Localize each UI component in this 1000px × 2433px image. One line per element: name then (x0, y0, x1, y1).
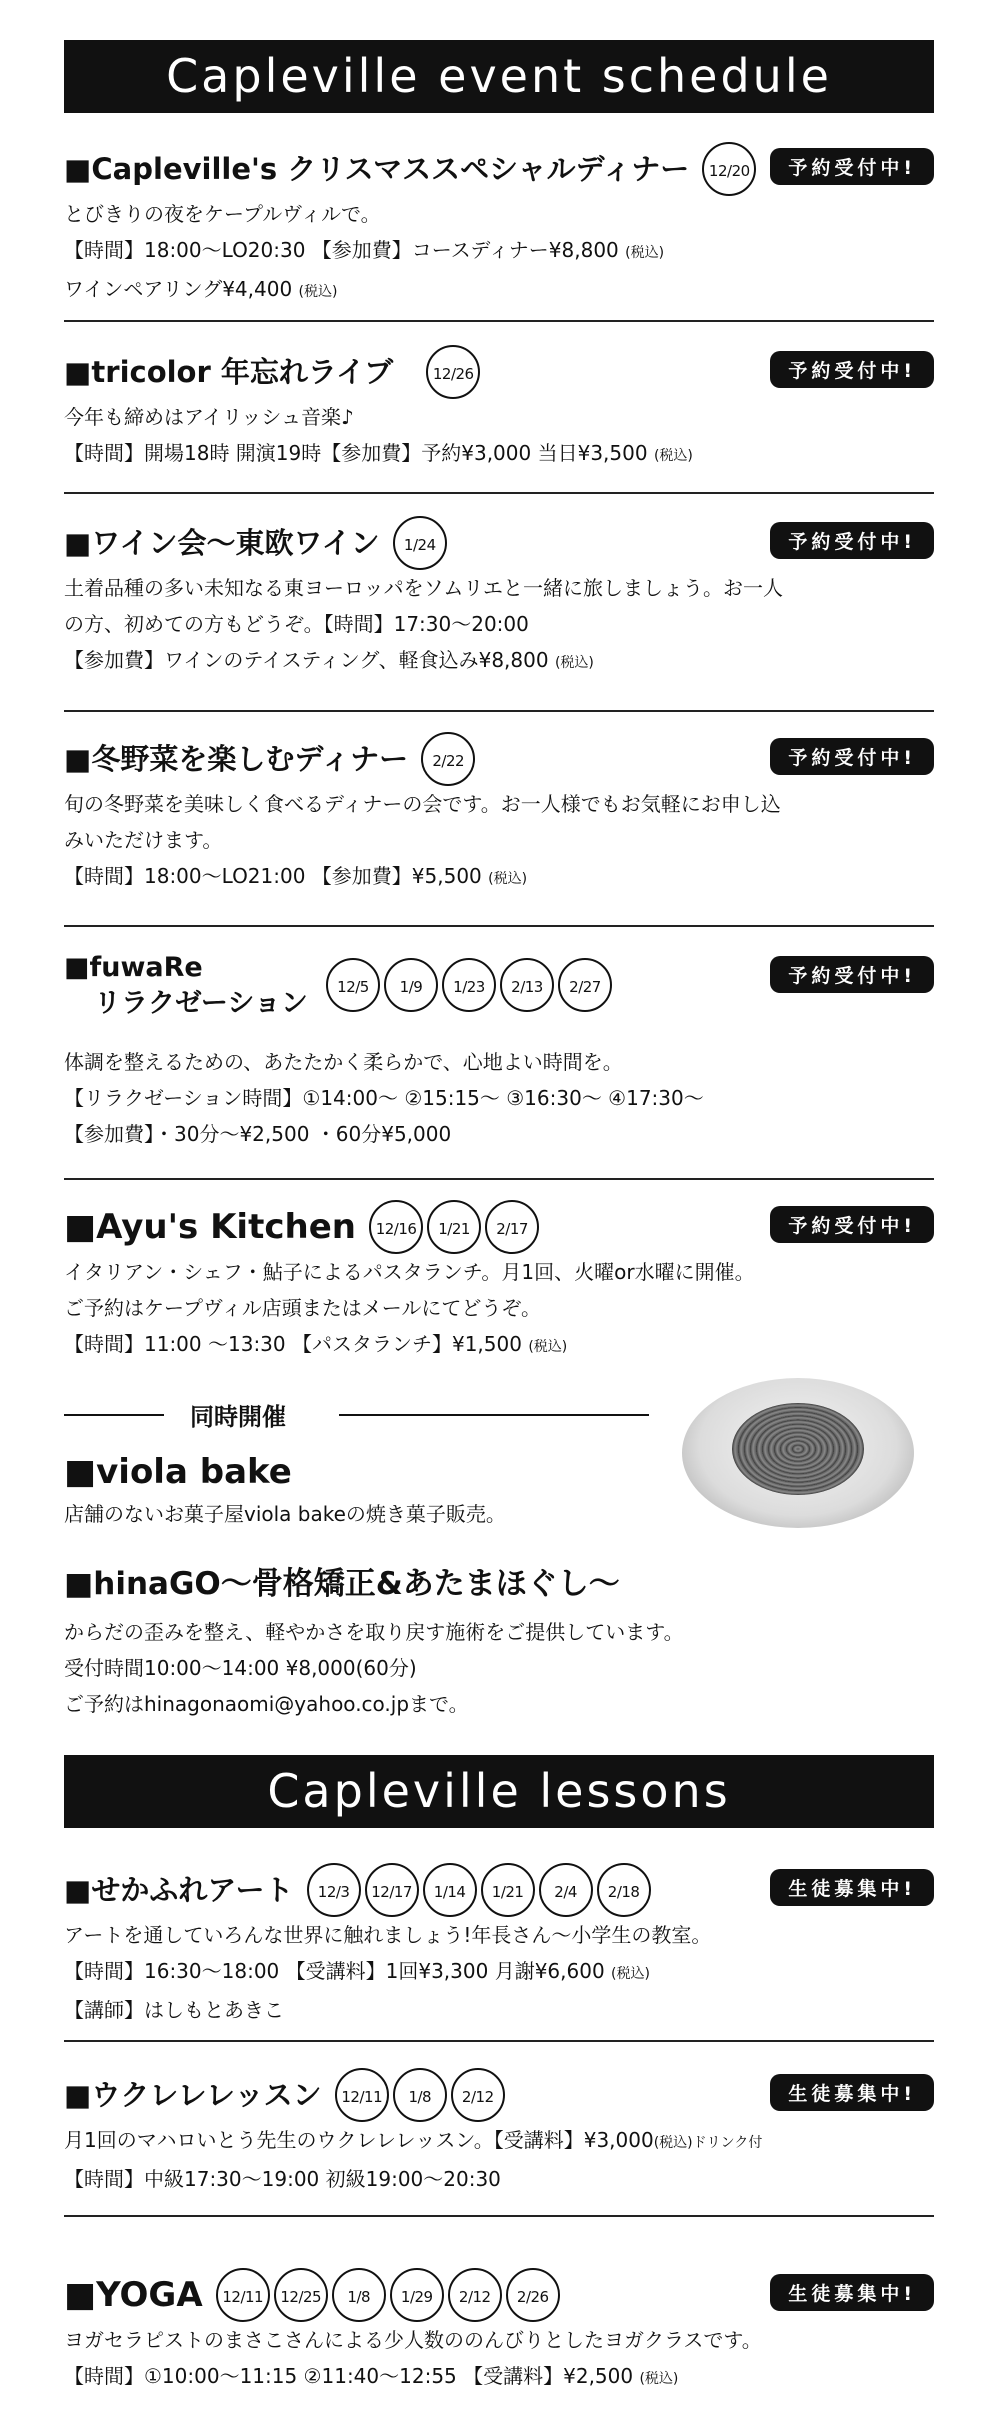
date-circle: 2/18 (597, 1863, 651, 1917)
tax-note: (税込) (611, 1966, 650, 1982)
lesson-line: 【時間】①10:00〜11:15 ②11:40〜12:55 【受講料】¥2,500 (64, 2364, 634, 2388)
tax-note: (税込) (554, 655, 594, 671)
lesson-line: 【講師】はしもとあきこ (64, 1998, 284, 2022)
event-ayus-kitchen (64, 1200, 934, 1365)
date-circle: 1/21 (427, 1200, 481, 1254)
tax-note: (税込) (653, 2135, 693, 2151)
extra-hinago (64, 1560, 934, 1722)
date-circle: 1/23 (442, 958, 496, 1012)
events-banner: Capleville event schedule (64, 40, 934, 113)
date-circle: 2/26 (506, 2268, 560, 2322)
lesson-sekafure-art (64, 1863, 934, 2028)
event-fuware-relaxation (64, 950, 934, 1152)
extra-line: からだの歪みを整え、軽やかさを取り戻す施術をご提供しています。 (64, 1620, 684, 1644)
event-line: とびきりの夜をケープルヴィルで。 (64, 202, 381, 226)
date-circle: 2/27 (558, 958, 612, 1012)
event-line: 今年も締めはアイリッシュ音楽♪ (64, 405, 354, 429)
tax-note: (税込) (625, 245, 665, 261)
tax-note: (税込) (528, 1339, 568, 1355)
enrollment-badge: 生徒募集中! (770, 2074, 934, 2111)
event-title: ■Capleville's クリスマススペシャルディナー (64, 152, 690, 186)
date-circle: 12/5 (326, 958, 380, 1012)
divider (64, 492, 934, 494)
extra-line: 受付時間10:00〜14:00 ¥8,000(60分) (64, 1656, 417, 1680)
date-circle: 12/11 (216, 2268, 270, 2322)
event-line: 【リラクゼーション時間】①14:00〜 ②15:15〜 ③16:30〜 ④17:30〜 (64, 1086, 704, 1110)
date-circle: 1/21 (481, 1863, 535, 1917)
lesson-line: 月1回のマハロいとう先生のウクレレレッスン。【受講料】¥3,000 (64, 2128, 654, 2152)
lesson-ukulele (64, 2068, 934, 2197)
lesson-line: アートを通していろんな世界に触れましょう!年長さん〜小学生の教室。 (64, 1923, 712, 1947)
divider (64, 710, 934, 712)
date-circle: 12/25 (274, 2268, 328, 2322)
lesson-title: ■YOGA (64, 2275, 203, 2315)
reservation-badge: 予約受付中! (770, 148, 934, 185)
extra-viola-bake (64, 1448, 664, 1532)
divider (64, 320, 934, 322)
event-wine-tasting (64, 516, 934, 681)
date-circle: 1/29 (390, 2268, 444, 2322)
extra-line: 店舗のないお菓子屋viola bakeの焼き菓子販売。 (64, 1502, 506, 1526)
reservation-badge: 予約受付中! (770, 738, 934, 775)
event-title: ■ワイン会〜東欧ワイン (64, 526, 380, 560)
event-line: 旬の冬野菜を美味しく食べるディナーの会です。お一人様でもお気軽にお申し込 (64, 792, 781, 816)
drink-note: ドリンク付 (692, 2135, 763, 2151)
date-circle: 1/9 (384, 958, 438, 1012)
enrollment-badge: 生徒募集中! (770, 1869, 934, 1906)
event-title: ■冬野菜を楽しむディナー (64, 742, 409, 776)
date-circle: 12/16 (369, 1200, 423, 1254)
date-circle: 12/17 (365, 1863, 419, 1917)
reservation-badge: 予約受付中! (770, 522, 934, 559)
lesson-line: 【時間】16:30〜18:00 【受講料】1回¥3,300 月謝¥6,600 (64, 1959, 605, 1983)
lesson-title: ■ウクレレレッスン (64, 2078, 322, 2112)
lesson-line: 【時間】中級17:30〜19:00 初級19:00〜20:30 (64, 2167, 501, 2191)
divider (64, 2215, 934, 2217)
pasta-plate-image (682, 1378, 914, 1528)
event-line: 【時間】18:00〜LO21:00 【参加費】¥5,500 (64, 864, 482, 888)
lesson-line: ヨガセラピストのまさこさんによる少人数ののんびりとしたヨガクラスです。 (64, 2328, 762, 2352)
date-circle: 2/13 (500, 958, 554, 1012)
reservation-badge: 予約受付中! (770, 956, 934, 993)
date-circle: 12/3 (307, 1863, 361, 1917)
date-circle: 2/12 (448, 2268, 502, 2322)
event-line: 土着品種の多い未知なる東ヨーロッパをソムリエと一緒に旅しましょう。お一人 (64, 576, 783, 600)
divider (64, 2040, 934, 2042)
date-circle: 1/14 (423, 1863, 477, 1917)
event-tricolor-live (64, 345, 934, 474)
tax-note: (税込) (653, 448, 693, 464)
event-line: 【時間】開場18時 開演19時【参加費】予約¥3,000 当日¥3,500 (64, 441, 648, 465)
lessons-banner: Capleville lessons (64, 1755, 934, 1828)
date-circle: 1/8 (332, 2268, 386, 2322)
reservation-badge: 予約受付中! (770, 351, 934, 388)
event-line: ご予約はケープヴィル店頭またはメールにてどうぞ。 (64, 1296, 541, 1320)
event-line: 【参加費】ワインのテイスティング、軽食込み¥8,800 (64, 648, 549, 672)
concurrent-label: 同時開催 (190, 1403, 286, 1431)
divider (64, 925, 934, 927)
date-circle: 12/11 (335, 2068, 389, 2122)
event-line: イタリアン・シェフ・鮎子によるパスタランチ。月1回、火曜or水曜に開催。 (64, 1260, 755, 1284)
extra-line: ご予約はhinagonaomi@yahoo.co.jpまで。 (64, 1692, 469, 1716)
concurrent-section-label (64, 1397, 664, 1433)
event-line: 【時間】18:00〜LO20:30 【参加費】コースディナー¥8,800 (64, 238, 619, 262)
lesson-title: ■せかふれアート (64, 1873, 294, 1907)
extra-title: ■hinaGO〜骨格矯正&あたまほぐし〜 (64, 1566, 620, 1602)
date-circle: 12/20 (702, 142, 756, 196)
reservation-badge: 予約受付中! (770, 1206, 934, 1243)
date-circle: 2/22 (421, 732, 475, 786)
event-winter-vegetable-dinner (64, 732, 934, 897)
date-circle: 2/4 (539, 1863, 593, 1917)
event-title: ■tricolor 年忘れライブ (64, 355, 394, 389)
event-title: ■fuwaRe (64, 952, 203, 983)
event-christmas-dinner (64, 142, 934, 310)
event-line: 【時間】11:00 〜13:30 【パスタランチ】¥1,500 (64, 1332, 522, 1356)
event-line: ワインペアリング¥4,400 (64, 277, 293, 301)
event-line: 体調を整えるための、あたたかく柔らかで、心地よい時間を。 (64, 1050, 623, 1074)
event-title-2: リラクゼーション (94, 988, 308, 1019)
event-line: の方、初めての方もどうぞ。【時間】17:30〜20:00 (64, 612, 529, 636)
date-circle: 12/26 (426, 345, 480, 399)
date-circle: 1/8 (393, 2068, 447, 2122)
event-line: みいただけます。 (64, 828, 223, 852)
tax-note: (税込) (488, 871, 528, 887)
date-circle: 2/17 (485, 1200, 539, 1254)
enrollment-badge: 生徒募集中! (770, 2274, 934, 2311)
date-circle: 2/12 (451, 2068, 505, 2122)
lesson-yoga (64, 2268, 934, 2397)
date-circle: 1/24 (393, 516, 447, 570)
event-title: ■Ayu's Kitchen (64, 1207, 356, 1247)
tax-note: (税込) (639, 2371, 679, 2387)
divider (64, 1178, 934, 1180)
tax-note: (税込) (298, 284, 338, 300)
extra-title: ■viola bake (64, 1452, 292, 1492)
event-line: 【参加費】・30分〜¥2,500 ・60分¥5,000 (64, 1122, 452, 1146)
